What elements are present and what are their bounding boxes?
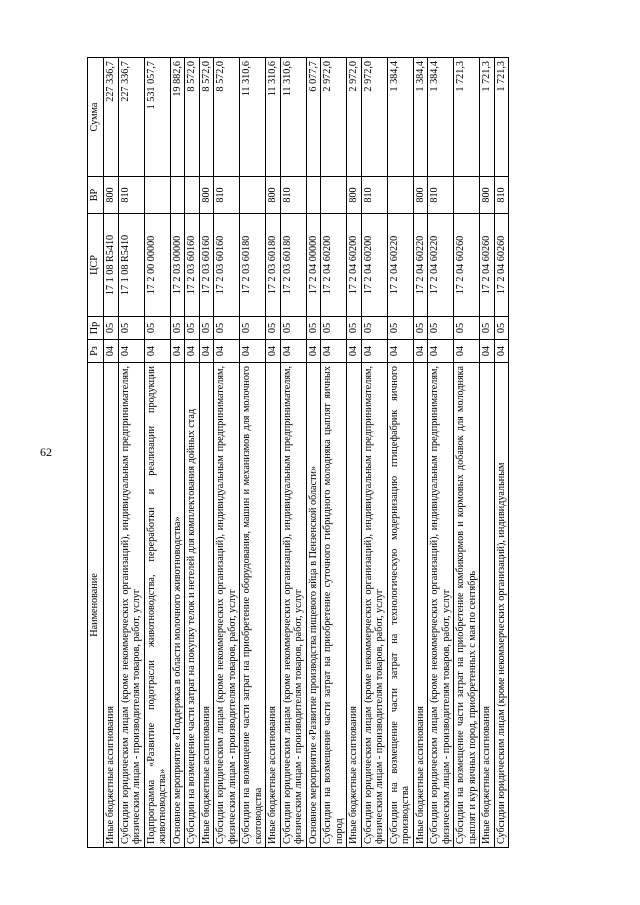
cell-pr: 05 [361,317,387,340]
cell-sum: 11 310,6 [280,58,306,177]
cell-pr: 05 [306,317,321,340]
cell-pr: 05 [144,317,170,340]
cell-csr: 17 2 04 60200 [347,214,362,317]
cell-csr: 17 2 04 60260 [454,214,480,317]
cell-vr: 800 [266,177,281,214]
header-sum: Сумма [88,58,104,177]
budget-table [87,57,509,848]
cell-rz: 04 [480,340,495,363]
cell-pr: 05 [199,317,214,340]
cell-vr: 810 [428,177,454,214]
cell-csr: 17 2 04 60260 [480,214,495,317]
cell-csr: 17 2 00 00000 [144,214,170,317]
cell-sum: 19 882,6 [170,58,185,177]
cell-name: Субсидии на возмещение части затрат на приобретение комбикормов и кормовых добавок для молодняка цыплят и кур яичных пород, приобретенных с мая по сентябрь [454,363,480,848]
cell-name: Иные бюджетные ассигнования [199,363,214,848]
table-row [454,58,480,848]
cell-name: Субсидии на возмещение части затрат на приобретение оборудования, машин и механизмов для молочного скотоводства [240,363,266,848]
rotated-page-content [87,58,558,848]
cell-vr: 800 [199,177,214,214]
table-row [321,58,347,848]
cell-sum: 11 310,6 [266,58,281,177]
cell-csr: 17 2 03 60160 [214,214,240,317]
table-row [118,58,144,848]
cell-name: Иные бюджетные ассигнования [266,363,281,848]
cell-name: Иные бюджетные ассигнования [413,363,428,848]
cell-rz: 04 [494,340,509,363]
cell-sum: 1 384,4 [428,58,454,177]
cell-vr [144,177,170,214]
cell-sum: 2 972,0 [321,58,347,177]
table-row [428,58,454,848]
cell-pr: 05 [118,317,144,340]
cell-pr: 05 [240,317,266,340]
cell-sum: 8 572,0 [199,58,214,177]
cell-csr: 17 2 03 60180 [240,214,266,317]
table-body [104,58,509,848]
cell-pr: 05 [347,317,362,340]
cell-csr: 17 2 04 60220 [428,214,454,317]
cell-sum: 11 310,6 [240,58,266,177]
cell-rz: 04 [144,340,170,363]
cell-pr: 05 [413,317,428,340]
table-row [347,58,362,848]
table-row [214,58,240,848]
cell-vr: 800 [347,177,362,214]
cell-name: Иные бюджетные ассигнования [480,363,495,848]
cell-rz: 04 [214,340,240,363]
cell-rz: 04 [321,340,347,363]
cell-pr: 05 [170,317,185,340]
cell-rz: 04 [306,340,321,363]
cell-rz: 04 [347,340,362,363]
table-row [170,58,185,848]
table-row [185,58,200,848]
cell-rz: 04 [185,340,200,363]
cell-sum: 6 077,7 [306,58,321,177]
cell-pr: 05 [428,317,454,340]
cell-rz: 04 [199,340,214,363]
cell-vr: 810 [280,177,306,214]
cell-rz: 04 [104,340,119,363]
cell-csr: 17 2 04 60200 [321,214,347,317]
header-pr: Пр [88,317,104,340]
cell-vr [170,177,185,214]
cell-rz: 04 [266,340,281,363]
cell-sum: 1 531 057,7 [144,58,170,177]
cell-rz: 04 [361,340,387,363]
cell-vr [321,177,347,214]
cell-pr: 05 [266,317,281,340]
cell-sum: 227 336,7 [118,58,144,177]
table-header-row [88,58,104,848]
cell-pr: 05 [280,317,306,340]
table-row [104,58,119,848]
cell-csr: 17 2 04 00000 [306,214,321,317]
cell-pr: 05 [494,317,509,340]
table-row [280,58,306,848]
cell-name: Основное мероприятие «Развитие производства пищевого яйца в Пензенской области» [306,363,321,848]
table-row [266,58,281,848]
cell-csr: 17 2 04 60220 [413,214,428,317]
cell-name: Субсидии юридическим лицам (кроме некоммерческих организаций), индивидуальным предпринимателям, физическим лицам - производителям товаров, работ, услуг [280,363,306,848]
cell-sum: 227 336,7 [104,58,119,177]
cell-csr: 17 1 08 R5410 [118,214,144,317]
cell-rz: 04 [280,340,306,363]
cell-csr: 17 2 03 60180 [266,214,281,317]
table-row [494,58,509,848]
cell-vr: 810 [214,177,240,214]
cell-sum: 8 572,0 [214,58,240,177]
cell-sum: 8 572,0 [185,58,200,177]
cell-csr: 17 2 04 60200 [361,214,387,317]
header-vr: ВР [88,177,104,214]
table-row [413,58,428,848]
table-row [199,58,214,848]
cell-sum: 1 721,3 [480,58,495,177]
cell-csr: 17 2 03 60160 [199,214,214,317]
cell-vr [185,177,200,214]
cell-csr: 17 2 04 60260 [494,214,509,317]
cell-rz: 04 [240,340,266,363]
cell-name: Субсидии на возмещение части затрат на приобретение суточного гибридного молодняка цыплят яичных пород [321,363,347,848]
cell-name: Иные бюджетные ассигнования [347,363,362,848]
header-name: Наименование [88,363,104,848]
cell-rz: 04 [118,340,144,363]
cell-sum: 2 972,0 [347,58,362,177]
table-row [480,58,495,848]
cell-sum: 1 721,3 [494,58,509,177]
cell-rz: 04 [170,340,185,363]
cell-name: Субсидии юридическим лицам (кроме некоммерческих организаций), индивидуальным [494,363,509,848]
cell-rz: 04 [413,340,428,363]
cell-rz: 04 [428,340,454,363]
table-row [240,58,266,848]
cell-vr: 800 [413,177,428,214]
cell-vr [387,177,413,214]
cell-csr: 17 2 04 60220 [387,214,413,317]
cell-csr: 17 1 08 R5410 [104,214,119,317]
cell-vr: 810 [361,177,387,214]
cell-pr: 05 [185,317,200,340]
table-row [144,58,170,848]
cell-vr [306,177,321,214]
cell-vr: 810 [118,177,144,214]
cell-vr: 800 [480,177,495,214]
cell-pr: 05 [104,317,119,340]
cell-csr: 17 2 03 60180 [280,214,306,317]
cell-name: Подпрограмма «Развитие подотрасли животноводства, переработки и реализации продукции животноводства» [144,363,170,848]
cell-name: Иные бюджетные ассигнования [104,363,119,848]
cell-name: Субсидии юридическим лицам (кроме некоммерческих организаций), индивидуальным предпринимателям, физическим лицам - производителям товаров, работ, услуг [214,363,240,848]
cell-sum: 1 384,4 [387,58,413,177]
cell-pr: 05 [321,317,347,340]
cell-sum: 2 972,0 [361,58,387,177]
cell-rz: 04 [387,340,413,363]
cell-name: Субсидии на возмещение части затрат на технологическую модернизацию птицефабрик яичного производства [387,363,413,848]
table-row [306,58,321,848]
cell-vr: 800 [104,177,119,214]
cell-pr: 05 [387,317,413,340]
table-row [361,58,387,848]
cell-csr: 17 2 03 00000 [170,214,185,317]
cell-name: Основное мероприятие «Поддержка в области молочного животноводства» [170,363,185,848]
cell-name: Субсидии юридическим лицам (кроме некоммерческих организаций), индивидуальным предпринимателям, физическим лицам - производителям товаров, работ, услуг [428,363,454,848]
cell-vr [240,177,266,214]
cell-pr: 05 [480,317,495,340]
cell-sum: 1 721,3 [454,58,480,177]
cell-name: Субсидии юридическим лицам (кроме некоммерческих организаций), индивидуальным предпринимателям, физическим лицам - производителям товаров, работ, услуг [118,363,144,848]
header-csr: ЦСР [88,214,104,317]
cell-csr: 17 2 03 60160 [185,214,200,317]
table-row [387,58,413,848]
cell-pr: 05 [454,317,480,340]
cell-vr [454,177,480,214]
cell-sum: 1 384,4 [413,58,428,177]
cell-pr: 05 [214,317,240,340]
page-number: 62 [40,445,52,459]
header-rz: Рз [88,340,104,363]
cell-name: Субсидии на возмещение части затрат на покупку телок и нетелей для комплектования дойных стад [185,363,200,848]
cell-vr: 810 [494,177,509,214]
cell-name: Субсидии юридическим лицам (кроме некоммерческих организаций), индивидуальным предпринимателям, физическим лицам - производителям товаров, работ, услуг [361,363,387,848]
cell-rz: 04 [454,340,480,363]
